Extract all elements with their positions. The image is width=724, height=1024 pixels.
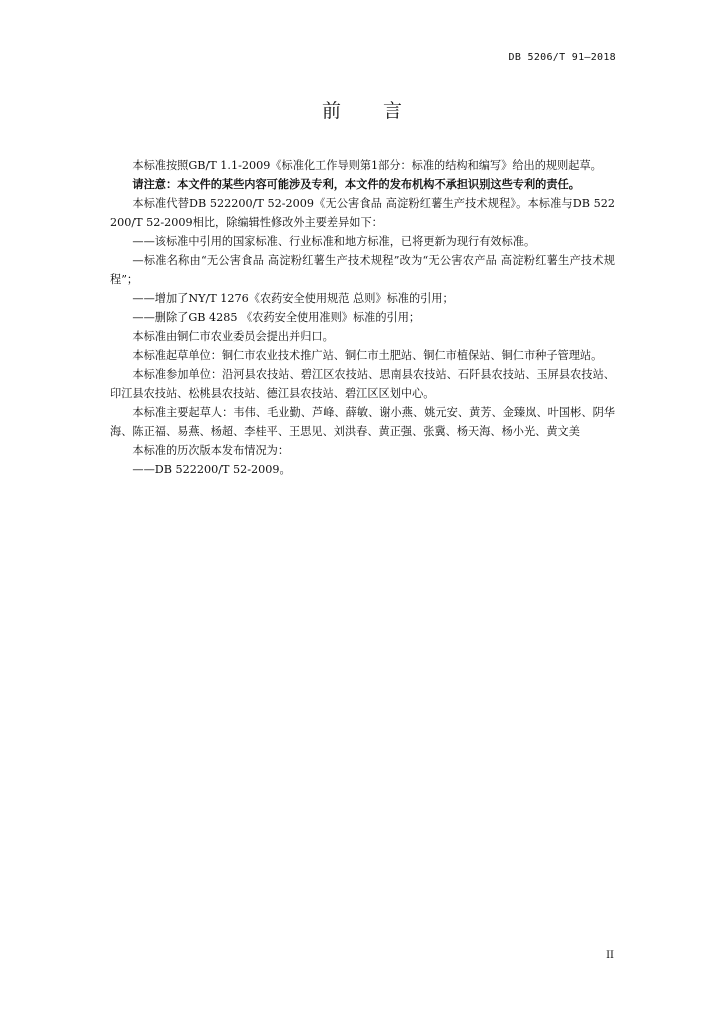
paragraph-replacement: 本标准代替DB 522200/T 52-2009《无公害食品 高淀粉红薯生产技术规程》。本标准与DB 522200/T 52-2009相比，除编辑性修改外主要差异如下： bbox=[110, 197, 615, 229]
page-number: II bbox=[606, 950, 614, 961]
paragraph-change-item: —标准名称由“无公害食品 高淀粉红薯生产技术规程”改为“无公害农产品 高淀粉红薯生产技术规程”； bbox=[110, 254, 615, 286]
paragraph-change-item: ——删除了GB 4285 《农药安全使用准则》标准的引用； bbox=[132, 311, 421, 324]
paragraph-history-intro: 本标准的历次版本发布情况为： bbox=[132, 444, 290, 457]
paragraph-patent-notice: 请注意：本文件的某些内容可能涉及专利，本文件的发布机构不承担识别这些专利的责任。 bbox=[132, 177, 580, 191]
paragraph-drafters: 本标准主要起草人：韦伟、毛业勤、芦峰、薛敏、谢小燕、姚元安、黄芳、金臻岚、叶国彬、阴华海、陈正福、易燕、杨超、李桂平、王思见、刘洪春、黄正强、张冀、杨天海、杨小光、黄文美 bbox=[110, 406, 615, 438]
paragraph-drafting-units: 本标准起草单位：铜仁市农业技术推广站、铜仁市土肥站、铜仁市植保站、铜仁市种子管理站。 bbox=[132, 349, 603, 362]
paragraph-drafting-rules: 本标准按照GB/T 1.1-2009《标准化工作导则第1部分：标准的结构和编写》给出的规则起草。 bbox=[132, 159, 602, 172]
paragraph-history-item: ——DB 522200/T 52-2009。 bbox=[132, 463, 291, 476]
standard-code: DB 5206/T 91—2018 bbox=[508, 52, 616, 63]
paragraph-participating-units: 本标准参加单位：沿河县农技站、碧江区农技站、思南县农技站、石阡县农技站、玉屏县农技站、印江县农技站、松桃县农技站、德江县农技站、碧江区区划中心。 bbox=[110, 368, 615, 400]
page-title: 前 言 bbox=[321, 100, 421, 122]
paragraph-proposer: 本标准由铜仁市农业委员会提出并归口。 bbox=[132, 330, 334, 343]
document-body bbox=[110, 156, 615, 479]
paragraph-change-item: ——增加了NY/T 1276《农药安全使用规范 总则》标准的引用； bbox=[132, 292, 454, 305]
paragraph-change-item: ——该标准中引用的国家标准、行业标准和地方标准，已将更新为现行有效标准。 bbox=[132, 235, 536, 248]
